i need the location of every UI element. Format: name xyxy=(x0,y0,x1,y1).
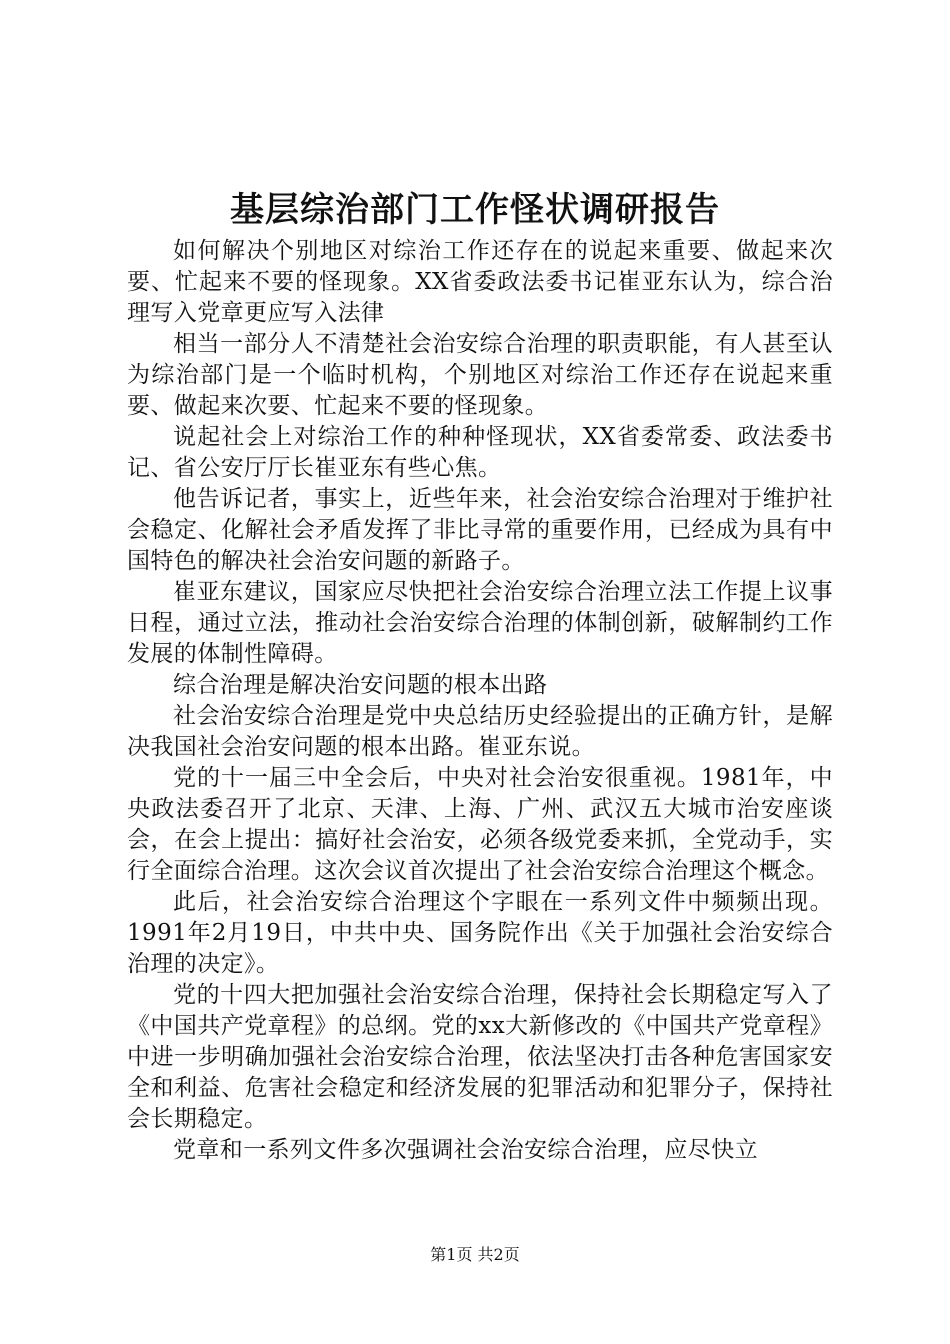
paragraph: 崔亚东建议，国家应尽快把社会治安综合治理立法工作提上议事日程，通过立法，推动社会治安综合治理的体制创新，破解制约工作发展的体制性障碍。 xyxy=(127,579,833,667)
paragraph: 相当一部分人不清楚社会治安综合治理的职责职能，有人甚至认为综治部门是一个临时机构，个别地区对综治工作还存在说起来重要、做起来次要、忙起来不要的怪现象。 xyxy=(127,331,833,419)
paragraph: 此后，社会治安综合治理这个字眼在一系列文件中频频出现。1991年2月19日，中共中央、国务院作出《关于加强社会治安综合治理的决定》。 xyxy=(127,889,833,977)
document-title: 基层综治部门工作怪状调研报告 xyxy=(230,190,720,230)
paragraph: 党的十一届三中全会后，中央对社会治安很重视。1981年，中央政法委召开了北京、天津、上海、广州、武汉五大城市治安座谈会，在会上提出：搞好社会治安，必须各级党委来抓，全党动手，实行全面综合治理。这次会议首次提出了社会治安综合治理这个概念。 xyxy=(127,765,833,884)
paragraph: 党的十四大把加强社会治安综合治理，保持社会长期稳定写入了《中国共产党章程》的总纲。党的xx大新修改的《中国共产党章程》中进一步明确加强社会治安综合治理，依法坚决打击各种危害国家安全和利益、危害社会稳定和经济发展的犯罪活动和犯罪分子，保持社会长期稳定。 xyxy=(127,982,833,1132)
page-footer: 第1页 共2页 xyxy=(430,1245,520,1264)
paragraph: 说起社会上对综治工作的种种怪现状，XX省委常委、政法委书记、省公安厅厅长崔亚东有些心焦。 xyxy=(127,424,833,481)
section-heading: 综合治理是解决治安问题的根本出路 xyxy=(173,672,548,698)
paragraph: 党章和一系列文件多次强调社会治安综合治理，应尽快立 xyxy=(173,1137,758,1163)
document-body xyxy=(127,236,833,1166)
paragraph: 如何解决个别地区对综治工作还存在的说起来重要、做起来次要、忙起来不要的怪现象。XX省委政法委书记崔亚东认为，综合治理写入党章更应写入法律 xyxy=(127,238,833,326)
paragraph: 他告诉记者，事实上，近些年来，社会治安综合治理对于维护社会稳定、化解社会矛盾发挥了非比寻常的重要作用，已经成为具有中国特色的解决社会治安问题的新路子。 xyxy=(127,486,833,574)
paragraph: 社会治安综合治理是党中央总结历史经验提出的正确方针，是解决我国社会治安问题的根本出路。崔亚东说。 xyxy=(127,703,833,760)
